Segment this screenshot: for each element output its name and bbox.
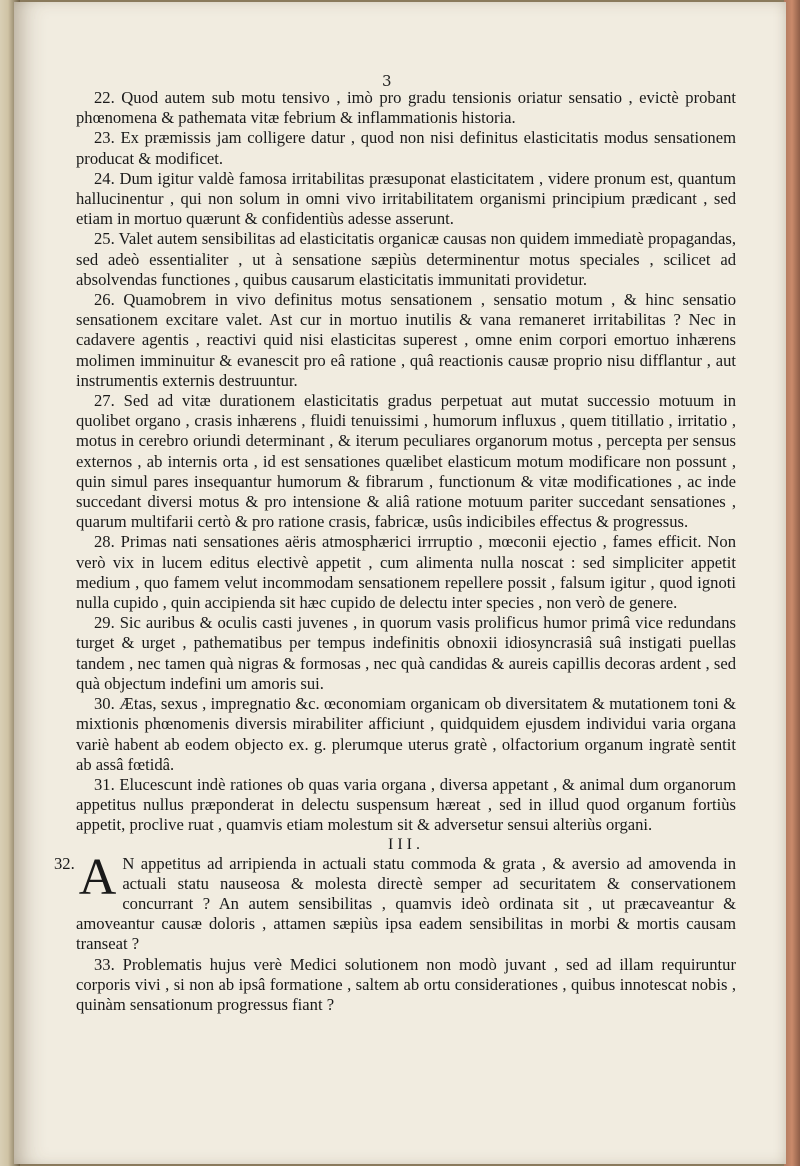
paragraph-number: 22.: [94, 88, 115, 107]
paragraph-text: Problematis hujus verè Medici solutionem non modò juvant , sed ad illam requiruntur corporis vivi , si non ab ipsâ formatione , saltem ab ortu considerationes , quibus innotescat nobis , quinàm sensationum progressus fiant ?: [76, 954, 736, 1014]
paragraph-text: Ætas, sexus , impregnatio &c. œconomiam organicam ob diversitatem & mutationem toni & mixtionis phœnomenis diversis mirabiliter afficiunt , quidquidem ejusdem individui varia organa variè habent ab eodem objecto ex. g. plerumque uterus gratè , olfactorium organum ingratè sentit ab assâ fœtidâ.: [76, 694, 736, 774]
paragraph-31: [76, 775, 736, 836]
paragraph-number: 30.: [94, 694, 115, 714]
drop-capital: A: [78, 848, 117, 906]
paragraph-text: Sic auribus & oculis casti juvenes , in quorum vasis prolificus humor primâ vice redundans turget & urget , pathematibus per tempus indefinitis obnoxii idiosyncrasiâ suâ instigati puellas tandem , nec tamen quà nigras & formosas , nec quà candidas & aureis capillis decoras ardent , sed quà objectum indefini um amoris sui.: [76, 613, 736, 693]
book-page: [14, 2, 786, 1164]
paragraph-text: Quod autem sub motu tensivo , imò pro gradu tensionis oriatur sensatio , evictè probant phœnomena & pathemata vitæ febrium & inflammationis historia.: [76, 88, 736, 128]
paragraph-24: [76, 169, 736, 230]
paragraph-number: 27.: [94, 391, 115, 411]
paragraph-number: 32.: [54, 853, 75, 873]
paragraph-29: [76, 613, 736, 694]
paragraph-22: [76, 88, 736, 128]
paragraph-27: [76, 391, 736, 532]
paragraph-text: Primas nati sensationes aëris atmosphærici irrruptio , mœconii ejectio , fames efficit. Non verò vix in lucem editus electivè appetit , cum alimenta nulla noscat : sed simpliciter appetit medium , quo famem velut incommodam sensationem repellere possit , falsum igitur , quod ignoti nulla cupido , quin accipienda sit hæc cupido de delectu inter species , non verò de genere.: [76, 532, 737, 613]
paragraph-30: [76, 694, 736, 775]
paragraph-number: 25.: [94, 229, 115, 249]
book-cover-edge: [784, 0, 800, 1166]
paragraph-25: [76, 229, 736, 290]
paragraph-text: Ex præmissis jam colligere datur , quod non nisi definitus elasticitatis modus sensationem producat & modificet.: [76, 128, 736, 168]
paragraph-text: Quamobrem in vivo definitus motus sensationem , sensatio motum , & hinc sensatio sensationem excitare valet. Ast cur in mortuo inutilis & vana remaneret irritabilitas ? Nec in cadavere agentis , reactivi quid nisi elasticitas superest , omne enim corpori emortuo inhærens molimen imminuitur & evanescit pro eâ ratione , quâ reactionis causæ proprio nisu difflantur , aut instrumentis externis destruuntur.: [76, 290, 736, 390]
paragraph-number: 31.: [94, 774, 115, 794]
paragraph-number: 26.: [94, 290, 115, 310]
paragraph-number: 23.: [94, 128, 115, 148]
paragraph-text: Valet autem sensibilitas ad elasticitatis organicæ causas non quidem immediatè propagandas, sed adeò essentialiter , ut à sensatione sæpiùs determinentur motus speciales , scilicet ad absolvendas functiones , quibus causarum elasticitatis immunitati providetur.: [76, 229, 736, 289]
page-number: 3: [382, 72, 392, 90]
paragraph-number: 29.: [94, 613, 115, 633]
paragraph-number: 28.: [94, 532, 115, 552]
paragraph-33: [76, 955, 736, 1016]
paragraph-28: [76, 532, 736, 613]
paragraph-text: Elucescunt indè rationes ob quas varia organa , diversa appetant , & animal dum organorum appetitus nullus præponderat in delectu suspensum hæreat , sed in illud quod organum fortiùs appetit, proclive ruat , quamvis etiam molestum sit & adversetur sensui alteriùs organi.: [76, 774, 736, 835]
paragraph-number: 24.: [94, 168, 115, 188]
paragraph-text: N appetitus ad arripienda in actuali statu commoda & grata , & aversio ad amovenda in actuali statu nauseosa & molesta directè semper ad securitatem & conservationem concurrant ? An autem sensibilitas , quamvis ideò ordinata sit , ut præcaveantur & amoveantur causæ doloris , attamen sæpiùs ipsa eadem sensibilitas in morbi & mortis causam transeat ?: [76, 853, 736, 954]
paragraph-text: Sed ad vitæ durationem elasticitatis gradus perpetuat aut mutat successio motuum in quolibet organo , crasis inhærens , fluidi tenuissimi , humorum influxus , quem titillatio , irritatio , motus in cerebro oriundi determinant , & iterum peculiares organorum motus , percepta per sensus externos , ab internis orta , id est sensationes quælibet elasticum motum modificare non possunt , quin simul pares insequantur humorum & fibrarum , functionum & vitæ modificationes , ac inde succedant diversi motus & pro intensione & aliâ ratione motuum pariter succedant sensationes , quarum multifarii certò & pro ratione crasis, fabricæ, usûs indicibiles effectus & progressus.: [76, 391, 736, 532]
paragraph-26: [76, 290, 736, 391]
paragraph-text: Dum igitur valdè famosa irritabilitas præsuponat elasticitatem , videre pronum est, quantum hallucinentur , qui non solum in omni vivo irritabilitatem organismi principium prædicant , sed etiam in mortuo quærunt & confidentiùs adesse asserunt.: [76, 168, 736, 229]
section-heading: III.: [388, 835, 424, 853]
paragraph-32: [54, 848, 736, 955]
paragraph-number: 33.: [94, 954, 115, 974]
page-body: [54, 88, 737, 1015]
paragraph-23: [76, 128, 736, 168]
